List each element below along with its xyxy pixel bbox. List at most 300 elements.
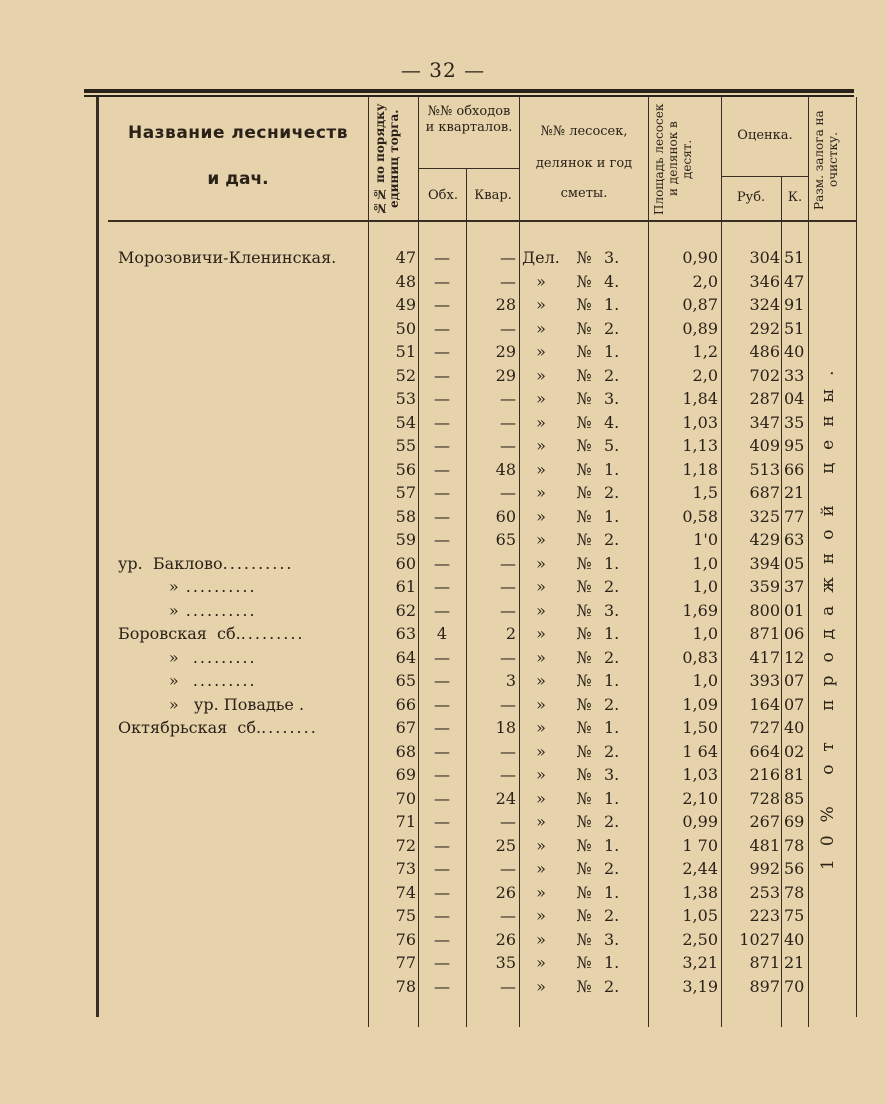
table-row: [0, 293, 886, 317]
rub-cell: 393: [749, 671, 780, 690]
kvartal-cell: 48: [495, 459, 516, 479]
lot-number: 73: [395, 859, 416, 878]
rub-cell: 481: [749, 835, 780, 855]
kvartal-cell: —: [500, 859, 516, 878]
obhod-cell: —: [434, 412, 450, 432]
area-cell: 2,10: [682, 788, 718, 808]
forest-name-text: Морозовичи-Кленинская.: [118, 248, 337, 267]
lesoseka-number: 1.: [604, 953, 620, 972]
lesoseka-number: 1.: [604, 788, 620, 808]
table-row: [0, 646, 886, 670]
area-cell: 1 70: [682, 835, 718, 855]
header-zalog: Разм. залога на очистку.: [812, 110, 840, 210]
table-row: [0, 599, 886, 623]
lesoseka-number: 2.: [604, 906, 620, 925]
rub-cell: 304: [749, 248, 780, 267]
kop-cell: 12: [784, 647, 805, 667]
lesoseka-number: 1.: [604, 671, 620, 690]
kop-cell: 69: [784, 812, 805, 831]
lesoseka-prefix: »: [536, 530, 546, 549]
lesoseka-prefix: »: [536, 812, 546, 831]
area-cell: 2,0: [692, 271, 718, 291]
kvartal-cell: —: [500, 694, 516, 714]
rub-cell: 324: [749, 295, 780, 314]
forest-name: [118, 575, 364, 598]
rub-cell: 267: [749, 812, 780, 831]
rub-cell: 664: [749, 741, 780, 761]
number-sign: №: [576, 671, 592, 690]
rub-cell: 486: [749, 342, 780, 361]
area-cell: 2,50: [682, 929, 718, 949]
kop-cell: 66: [784, 459, 805, 479]
forest-name: [118, 669, 364, 692]
forest-name-text: »: [118, 600, 179, 620]
lesoseka-number: 2.: [604, 694, 620, 714]
area-cell: 3,21: [682, 953, 718, 972]
kop-cell: 78: [784, 882, 805, 902]
kop-cell: 07: [784, 694, 805, 714]
lesoseka-number: 1.: [604, 459, 620, 479]
table-row: [0, 270, 886, 294]
lot-number: 59: [395, 530, 416, 549]
obhod-cell: —: [434, 577, 450, 596]
obhod-cell: —: [434, 906, 450, 925]
table-row: [0, 787, 886, 811]
forest-name-text: »: [118, 577, 179, 596]
table-row: [0, 810, 886, 834]
kop-cell: 40: [784, 929, 805, 949]
lesoseka-prefix: »: [536, 342, 546, 361]
header-kvar: Квар.: [474, 188, 512, 203]
rub-cell: 513: [749, 459, 780, 479]
header-sub-rule-obhod: [418, 168, 519, 169]
lesoseka-number: 2.: [604, 365, 620, 385]
obhod-cell: —: [434, 812, 450, 831]
number-sign: №: [576, 882, 592, 902]
header-name: [108, 120, 368, 192]
kop-cell: 33: [784, 365, 805, 385]
number-sign: №: [576, 624, 592, 643]
lesoseka-number: 3.: [604, 765, 620, 784]
area-cell: 1,84: [682, 389, 718, 408]
area-cell: 1,0: [692, 553, 718, 573]
lesoseka-prefix: »: [536, 459, 546, 479]
lot-number: 48: [395, 271, 416, 291]
area-cell: 1,38: [682, 882, 718, 902]
rub-cell: 727: [749, 718, 780, 737]
header-name-line1: Название лесничеств: [127, 123, 349, 143]
area-cell: 2,0: [692, 365, 718, 385]
page-number: — 32 —: [400, 58, 486, 82]
table-row: [0, 246, 886, 270]
area-cell: 1,2: [692, 342, 718, 361]
kop-cell: 04: [784, 389, 805, 408]
lesoseka-number: 4.: [604, 271, 620, 291]
lot-number: 52: [395, 365, 416, 385]
area-cell: 0,89: [682, 318, 718, 338]
rub-cell: 394: [749, 553, 780, 573]
area-cell: 1,0: [692, 577, 718, 596]
top-rule-thick: [84, 89, 854, 93]
lot-number: 74: [395, 882, 416, 902]
forest-name-text: » ур. Повадье .: [118, 694, 305, 714]
number-sign: №: [576, 694, 592, 714]
lot-number: 50: [395, 318, 416, 338]
top-rule-thin: [84, 95, 854, 97]
table-row: [0, 434, 886, 458]
kvartal-cell: —: [500, 812, 516, 831]
obhod-cell: —: [434, 600, 450, 620]
lesoseka-number: 1.: [604, 718, 620, 737]
kvartal-cell: —: [500, 248, 516, 267]
lot-number: 65: [395, 671, 416, 690]
lesoseka-prefix: »: [536, 483, 546, 502]
lesoseka-number: 3.: [604, 248, 620, 267]
lesoseka-number: 1.: [604, 835, 620, 855]
rub-cell: 164: [749, 694, 780, 714]
table-row: [0, 317, 886, 341]
lot-number: 68: [395, 741, 416, 761]
lot-number: 56: [395, 459, 416, 479]
number-sign: №: [576, 647, 592, 667]
lot-number: 76: [395, 929, 416, 949]
obhod-cell: —: [434, 647, 450, 667]
lot-number: 60: [395, 553, 416, 573]
lesoseka-prefix: »: [536, 600, 546, 620]
lesoseka-number: 3.: [604, 389, 620, 408]
area-cell: 1,09: [682, 694, 718, 714]
kvartal-cell: 24: [495, 788, 516, 808]
lesoseka-number: 1.: [604, 882, 620, 902]
obhod-cell: —: [434, 671, 450, 690]
rub-cell: 347: [749, 412, 780, 432]
rub-cell: 992: [749, 859, 780, 878]
obhod-cell: —: [434, 342, 450, 361]
kvartal-cell: 29: [495, 365, 516, 385]
forest-name: [118, 646, 364, 669]
forest-name-text: ур. Баклово: [118, 553, 223, 573]
table-row: [0, 928, 886, 952]
header-obh: Обх.: [428, 188, 458, 203]
number-sign: №: [576, 553, 592, 573]
lot-number: 69: [395, 765, 416, 784]
number-sign: №: [576, 295, 592, 314]
lesoseka-number: 2.: [604, 577, 620, 596]
number-sign: №: [576, 859, 592, 878]
table-row: [0, 458, 886, 482]
leader-dots: ........: [261, 718, 318, 737]
table-row: [0, 834, 886, 858]
lot-number: 67: [395, 718, 416, 737]
rub-cell: 871: [749, 624, 780, 643]
lesoseka-prefix: »: [536, 859, 546, 878]
kop-cell: 51: [784, 318, 805, 338]
lot-number: 75: [395, 906, 416, 925]
lesoseka-number: 1.: [604, 506, 620, 526]
number-sign: №: [576, 812, 592, 831]
kvartal-cell: —: [500, 271, 516, 291]
area-cell: 1,0: [692, 624, 718, 643]
lesoseka-prefix: »: [536, 624, 546, 643]
forest-name-text: Боровская сб.: [118, 624, 241, 643]
table-row: [0, 340, 886, 364]
obhod-cell: —: [434, 882, 450, 902]
number-sign: №: [576, 906, 592, 925]
obhod-cell: —: [434, 389, 450, 408]
table-row: [0, 763, 886, 787]
area-cell: 1,05: [682, 906, 718, 925]
lesoseka-number: 3.: [604, 600, 620, 620]
lesoseka-prefix: »: [536, 882, 546, 902]
rub-cell: 223: [749, 906, 780, 925]
leader-dots: ..........: [178, 577, 257, 596]
lesoseka-number: 4.: [604, 412, 620, 432]
rub-cell: 728: [749, 788, 780, 808]
header-rub: Руб.: [736, 190, 766, 205]
lesoseka-prefix: Дел.: [522, 248, 560, 267]
area-cell: 0,90: [682, 248, 718, 267]
obhod-cell: —: [434, 459, 450, 479]
kop-cell: 40: [784, 342, 805, 361]
rub-cell: 800: [749, 600, 780, 620]
table-row: [0, 740, 886, 764]
number-sign: №: [576, 530, 592, 549]
obhod-cell: —: [434, 788, 450, 808]
area-cell: 0,99: [682, 812, 718, 831]
number-sign: №: [576, 953, 592, 972]
kop-cell: 91: [784, 295, 805, 314]
lot-number: 77: [395, 953, 416, 972]
table-row: [0, 505, 886, 529]
rub-cell: 287: [749, 389, 780, 408]
lot-number: 72: [395, 835, 416, 855]
area-cell: 1,18: [682, 459, 718, 479]
forest-name: [118, 716, 364, 739]
kvartal-cell: 65: [495, 530, 516, 549]
obhod-cell: —: [434, 530, 450, 549]
lot-number: 61: [395, 577, 416, 596]
lesoseka-prefix: »: [536, 835, 546, 855]
kop-cell: 35: [784, 412, 805, 432]
kop-cell: 77: [784, 506, 805, 526]
kvartal-cell: —: [500, 483, 516, 502]
number-sign: №: [576, 929, 592, 949]
lesoseka-prefix: »: [536, 765, 546, 784]
rub-cell: 702: [749, 365, 780, 385]
kop-cell: 21: [784, 483, 805, 502]
obhod-cell: —: [434, 718, 450, 737]
kvartal-cell: 60: [495, 506, 516, 526]
lot-number: 54: [395, 412, 416, 432]
lesoseka-prefix: »: [536, 271, 546, 291]
lot-number: 47: [395, 248, 416, 267]
number-sign: №: [576, 788, 592, 808]
lesoseka-prefix: »: [536, 577, 546, 596]
kvartal-cell: 18: [495, 718, 516, 737]
lesoseka-prefix: »: [536, 553, 546, 573]
lesoseka-prefix: »: [536, 365, 546, 385]
number-sign: №: [576, 506, 592, 526]
table-row: [0, 552, 886, 576]
number-sign: №: [576, 718, 592, 737]
kop-cell: 95: [784, 436, 805, 455]
number-sign: №: [576, 600, 592, 620]
lesoseka-number: 2.: [604, 741, 620, 761]
table-row: [0, 528, 886, 552]
kop-cell: 51: [784, 248, 805, 267]
table-row: [0, 716, 886, 740]
rub-cell: 687: [749, 483, 780, 502]
rub-cell: 359: [749, 577, 780, 596]
header-kop: К.: [787, 190, 803, 205]
kop-cell: 05: [784, 553, 805, 573]
table-row: [0, 881, 886, 905]
number-sign: №: [576, 577, 592, 596]
lot-number: 58: [395, 506, 416, 526]
lesoseka-prefix: »: [536, 436, 546, 455]
lot-number: 78: [395, 976, 416, 996]
kvartal-cell: 25: [495, 835, 516, 855]
area-cell: 0,87: [682, 295, 718, 314]
header-area: Площадь лесосек и делянок в десят.: [652, 103, 694, 215]
lesoseka-prefix: »: [536, 788, 546, 808]
kvartal-cell: —: [500, 389, 516, 408]
lesoseka-prefix: »: [536, 929, 546, 949]
obhod-cell: —: [434, 483, 450, 502]
lesoseka-prefix: »: [536, 694, 546, 714]
obhod-cell: —: [434, 271, 450, 291]
lesoseka-prefix: »: [536, 389, 546, 408]
kop-cell: 40: [784, 718, 805, 737]
forest-name-text: »: [118, 647, 179, 667]
rub-cell: 409: [749, 436, 780, 455]
lesoseka-prefix: »: [536, 671, 546, 690]
table-row: [0, 387, 886, 411]
number-sign: №: [576, 271, 592, 291]
lesoseka-number: 1.: [604, 342, 620, 361]
lesoseka-prefix: »: [536, 506, 546, 526]
lesoseka-prefix: »: [536, 718, 546, 737]
kvartal-cell: —: [500, 318, 516, 338]
kvartal-cell: —: [500, 436, 516, 455]
number-sign: №: [576, 741, 592, 761]
number-sign: №: [576, 459, 592, 479]
number-sign: №: [576, 342, 592, 361]
table-row: [0, 411, 886, 435]
lot-number: 71: [395, 812, 416, 831]
lesoseka-number: 2.: [604, 859, 620, 878]
lesoseka-number: 2.: [604, 976, 620, 996]
rub-cell: 1027: [739, 929, 780, 949]
forest-name: [118, 599, 364, 622]
lot-number: 49: [395, 295, 416, 314]
number-sign: №: [576, 248, 592, 267]
rub-cell: 429: [749, 530, 780, 549]
obhod-cell: —: [434, 365, 450, 385]
area-cell: 1,5: [692, 483, 718, 502]
obhod-cell: —: [434, 859, 450, 878]
lesoseka-number: 3.: [604, 929, 620, 949]
lesoseka-number: 1.: [604, 624, 620, 643]
area-cell: 1,03: [682, 765, 718, 784]
leader-dots: ..........: [222, 553, 294, 573]
obhod-cell: —: [434, 835, 450, 855]
kop-cell: 21: [784, 953, 805, 972]
kvartal-cell: 29: [495, 342, 516, 361]
lot-number: 57: [395, 483, 416, 502]
header-name-line2: и дач.: [207, 169, 269, 189]
number-sign: №: [576, 436, 592, 455]
header-lesosek-3: сметы.: [560, 186, 608, 201]
lot-number: 66: [395, 694, 416, 714]
lot-number: 55: [395, 436, 416, 455]
rub-cell: 417: [749, 647, 780, 667]
obhod-cell: —: [434, 694, 450, 714]
area-cell: 1 64: [682, 741, 718, 761]
header-lesosek-1: №№ лесосек,: [540, 124, 628, 139]
kvartal-cell: 2: [505, 624, 516, 643]
kop-cell: 56: [784, 859, 805, 878]
forest-name-text: »: [118, 671, 179, 690]
area-cell: 1,03: [682, 412, 718, 432]
leader-dots: .........: [178, 671, 257, 690]
kvartal-cell: —: [500, 647, 516, 667]
rub-cell: 897: [749, 976, 780, 996]
obhod-cell: —: [434, 295, 450, 314]
lot-number: 64: [395, 647, 416, 667]
lesoseka-prefix: »: [536, 647, 546, 667]
forest-name-text: Октябрьская сб.: [118, 718, 262, 737]
obhod-cell: —: [434, 248, 450, 267]
kvartal-cell: 3: [505, 671, 516, 690]
table-row: [0, 575, 886, 599]
lesoseka-number: 2.: [604, 812, 620, 831]
lesoseka-prefix: »: [536, 295, 546, 314]
kop-cell: 85: [784, 788, 805, 808]
obhod-cell: 4: [436, 624, 448, 643]
lot-number: 63: [395, 624, 416, 643]
lesoseka-number: 2.: [604, 647, 620, 667]
obhod-cell: —: [434, 318, 450, 338]
forest-name: [118, 622, 364, 645]
lot-number: 51: [395, 342, 416, 361]
lesoseka-number: 5.: [604, 436, 620, 455]
obhod-cell: —: [434, 436, 450, 455]
lesoseka-number: 2.: [604, 530, 620, 549]
lot-number: 62: [395, 600, 416, 620]
lesoseka-prefix: »: [536, 412, 546, 432]
lesoseka-number: 1.: [604, 553, 620, 573]
number-sign: №: [576, 389, 592, 408]
area-cell: 0,58: [682, 506, 718, 526]
obhod-cell: —: [434, 741, 450, 761]
kvartal-cell: —: [500, 577, 516, 596]
kop-cell: 07: [784, 671, 805, 690]
area-cell: 3,19: [682, 976, 718, 996]
forest-name: [118, 693, 364, 716]
header-obhod-kvart: №№ обходов и кварталов.: [425, 104, 513, 135]
table-row: [0, 622, 886, 646]
number-sign: №: [576, 318, 592, 338]
kop-cell: 78: [784, 835, 805, 855]
number-sign: №: [576, 835, 592, 855]
number-sign: №: [576, 365, 592, 385]
header-sub-rule-ocenka: [721, 176, 808, 177]
rub-cell: 216: [749, 765, 780, 784]
leader-dots: ..........: [178, 600, 257, 620]
lesoseka-prefix: »: [536, 318, 546, 338]
rub-cell: 253: [749, 882, 780, 902]
